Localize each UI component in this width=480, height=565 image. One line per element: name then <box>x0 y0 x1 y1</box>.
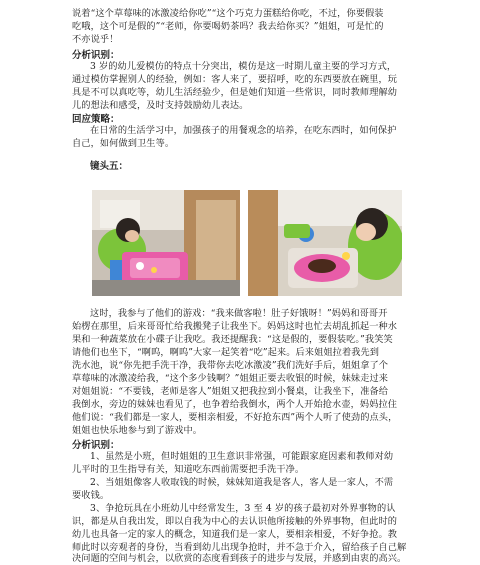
analysis-line: 儿平时的卫生指导有关，知道吃东西前需要把手洗干净。 <box>72 464 305 475</box>
story-line: 这时，我参与了他们的游戏：“我来做客啦！肚子好饿呀！”妈妈和哥哥开 <box>90 308 388 319</box>
intro-line: 吃哦，这个可是假的”“老师，你要喝奶茶吗？我去给你买？”姐姐，可是忙的 <box>72 21 384 32</box>
analysis-line: 儿的想法和感受，及时支持鼓励幼儿表达。 <box>72 100 249 111</box>
strategy-line: 在日常的生活学习中，加强孩子的用餐观念的培养，在吃东西时，如何保护 <box>90 125 397 136</box>
intro-line: 不亦说乎！ <box>72 34 119 45</box>
analysis-line: 具是不可以真吃等，幼儿生活经验少，但是她们知道一些常识，同时教师理解幼 <box>72 87 398 98</box>
strategy-heading: 回应策略： <box>72 114 120 125</box>
analysis-heading: 分析识别： <box>72 50 120 61</box>
analysis-line: 师此时以旁观者的身份，当看到幼儿出现争抢时，并不急于介入，留给孩子自己解 <box>72 542 407 553</box>
story-line: 对姐姐说：“不要钱，老师是客人”姐姐又把我拉到小餐桌，让我坐下，准备给 <box>72 386 389 397</box>
analysis-line: 2、当姐姐像客人收取钱的时候，妹妹知道我是客人，客人是一家人，不需 <box>90 477 394 488</box>
intro-line: 说着“这个草莓味的冰激凌给你吃”“这个巧克力蛋糕给你吃，不过，你要假装 <box>72 8 384 19</box>
classroom-photo-right <box>248 190 402 296</box>
analysis-line: 3、争抢玩具在小班幼儿中经常发生，3 至 4 岁的孩子最初对外界事物的认 <box>90 503 396 514</box>
story-line: 草莓味的冰激凌给我，“这个多少钱啊？”姐姐正要去收银的时候，妹妹走过来 <box>72 373 389 384</box>
analysis-line: 幼儿也具备一定的家人的概念，知道我们是一家人，要相亲相爱，不好争抢。教 <box>72 529 398 540</box>
analysis-line: 3 岁的幼儿爱模仿的特点十分突出，模仿是这一时期儿童主要的学习方式， <box>90 61 397 72</box>
story-line: 姐姐也快乐地参与到了游戏中。 <box>72 425 203 436</box>
scene-heading: 镜头五： <box>90 161 129 172</box>
story-line: 果和一种蔬菜放在小碟子让我吃。我还提醒我：“这是假的，要假装吃。”我笑笑 <box>72 334 393 345</box>
analysis-line: 1、虽然是小班，但时姐姐的卫生意识非常强，可能跟家庭因素和教师对幼 <box>90 451 394 462</box>
analysis-heading: 分析识别： <box>72 440 120 451</box>
analysis-line: 识，都是从自我出发，即以自我为中心的去认识他所接触的外界事物，但此时的 <box>72 516 398 527</box>
story-line: 洗水池，说“你先把手洗干净，我带你去吃冰激凌”我们洗好手后，姐姐拿了个 <box>72 360 389 371</box>
analysis-line: 通过模仿掌握别人的经验，例如：客人来了，要招呼，吃的东西要放在碗里，玩 <box>72 74 398 85</box>
story-line: 他们说：“我们都是一家人，要相亲相爱，不好抢东西”两个人听了使劲的点头， <box>72 412 398 423</box>
story-line: 始楞在那里，后来哥哥忙给我搬凳子让我坐下。妈妈这时也忙去胡乱抓起一种水 <box>72 321 398 332</box>
classroom-photo-left <box>92 190 240 296</box>
analysis-line: 要收钱。 <box>72 490 110 501</box>
analysis-line: 决问题的空间与机会，以欣赏的态度看到孩子的进步与发展，并感到由衷的高兴。 <box>72 553 407 564</box>
story-line: 请他们也坐下，“啊呜，啊呜”大家一起笑着“吃”起来。后来姐姐拉着我先到 <box>72 347 380 358</box>
story-line: 我倒水，旁边的妹妹也看见了，也争着给我倒水，两个人开始抢水壶，妈妈拉住 <box>72 399 398 410</box>
strategy-line: 自己，如何做到卫生等。 <box>72 138 175 149</box>
